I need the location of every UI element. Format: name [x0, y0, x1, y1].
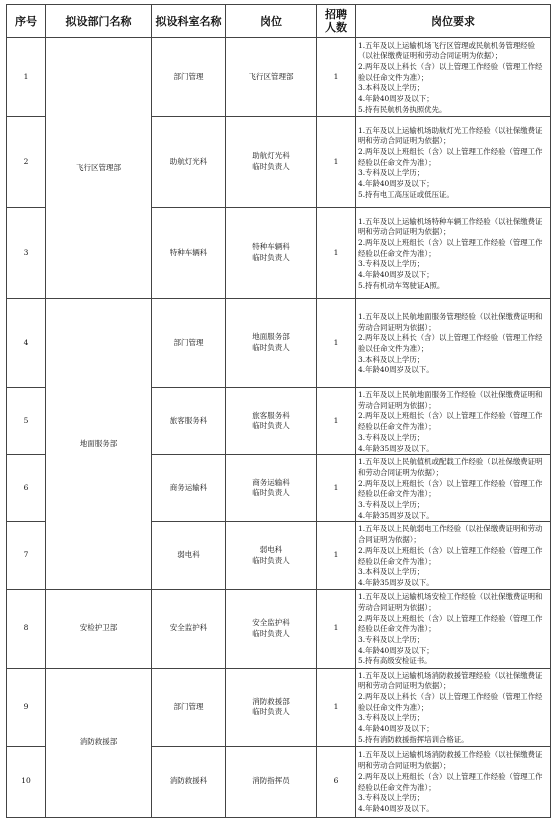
headcount: 1: [317, 522, 356, 589]
requirement-line: 2.两年及以上班组长（含）以上管理工作经验（管理工作经验以任命文件为准）；: [358, 613, 543, 634]
requirement-line: 3.专科及以上学历；: [358, 635, 425, 644]
headcount: 1: [317, 299, 356, 388]
position-name: 安全监护科 临时负责人: [226, 589, 317, 668]
headcount: 1: [317, 388, 356, 455]
row-number: 8: [7, 589, 46, 668]
requirement-line: 1.五年及以上运输机场安检工作经验（以社保缴费证明和劳动合同证明为依据）；: [358, 592, 543, 612]
requirement-line: 2.两年及以上班组长（含）以上管理工作经验（管理工作经验以任命文件为准）；: [358, 771, 543, 792]
requirement-line: 3.本科及以上学历；: [358, 83, 425, 93]
requirements-cell: [356, 388, 551, 455]
requirement-line: 2.两年及以上科长（含）以上管理工作经验（管理工作经验以任命文件为准）；: [358, 61, 543, 82]
requirement-line: 2.两年及以上科长（含）以上管理工作经验（管理工作经验以任命文件为准）；: [358, 692, 543, 712]
row-number: 1: [7, 38, 46, 117]
header-row: [7, 5, 551, 38]
table-row: [7, 299, 551, 388]
headcount: 1: [317, 117, 356, 208]
row-number: 9: [7, 668, 46, 746]
requirement-line: 5.持有机动车驾驶证A照。: [358, 280, 445, 290]
requirements-cell: [356, 117, 551, 208]
requirement-line: 2.两年及以上班组长（含）以上管理工作经验（管理工作经验以任命文件为准）；: [358, 545, 543, 566]
row-number: 3: [7, 208, 46, 299]
section-name: 商务运输科: [152, 455, 226, 522]
headcount: 1: [317, 668, 356, 746]
position-name: 旅客服务科 临时负责人: [226, 388, 317, 455]
headcount: 1: [317, 589, 356, 668]
requirement-line: 1.五年及以上民航地面服务管理经验（以社保缴费证明和劳动合同证明为依据）；: [358, 311, 543, 332]
section-name: 部门管理: [152, 38, 226, 117]
header-section: 拟设科室名称: [152, 5, 226, 38]
requirement-line: 5.持有电工高压证或低压证。: [358, 189, 454, 199]
requirement-line: 3.专科及以上学历；: [358, 500, 425, 510]
section-name: 消防救援科: [152, 746, 226, 817]
requirement-line: 4.年龄35周岁及以下。: [358, 443, 434, 453]
requirement-line: 1.五年及以上民航值机或配载工作经验（以社保缴费证明和劳动合同证明为依据）；: [358, 457, 543, 477]
requirement-line: 1.五年及以上运输机场消防救援管理经验（以社保缴费证明和劳动合同证明为依据）；: [358, 670, 543, 691]
requirements-cell: [356, 589, 551, 668]
position-name: 特种车辆科 临时负责人: [226, 208, 317, 299]
requirement-line: 4.年龄40周岁及以下；: [358, 270, 434, 280]
section-name: 特种车辆科: [152, 208, 226, 299]
requirement-line: 4.年龄40周岁及以下。: [358, 803, 434, 813]
section-name: 部门管理: [152, 668, 226, 746]
requirement-line: 2.两年及以上班组长（含）以上管理工作经验（管理工作经验以任命文件为准）；: [358, 237, 543, 258]
header-requirements: 岗位要求: [356, 5, 551, 38]
requirements-cell: [356, 38, 551, 117]
requirement-line: 1.五年及以上运输机场消防救援工作经验（以社保缴费证明和劳动合同证明为依据）；: [358, 750, 543, 771]
requirement-line: 4.年龄40周岁及以下；: [358, 179, 434, 189]
table-row: [7, 38, 551, 117]
table-row: [7, 589, 551, 668]
headcount: 1: [317, 208, 356, 299]
position-name: 助航灯光科 临时负责人: [226, 117, 317, 208]
header-count: 招聘 人数: [317, 5, 356, 38]
requirements-cell: [356, 522, 551, 589]
requirement-line: 1.五年及以上运输机场助航灯光工作经验（以社保缴费证明和劳动合同证明为依据）；: [358, 125, 543, 146]
row-number: 6: [7, 455, 46, 522]
position-name: 商务运输科 临时负责人: [226, 455, 317, 522]
requirement-line: 3.专科及以上学历；: [358, 259, 425, 269]
requirement-line: 4.年龄35周岁及以下。: [358, 510, 434, 520]
requirements-cell: [356, 455, 551, 522]
section-name: 弱电科: [152, 522, 226, 589]
table-row: [7, 668, 551, 746]
requirement-line: 3.本科及以上学历；: [358, 567, 425, 577]
requirement-line: 4.年龄40周岁及以下；: [358, 645, 434, 655]
requirement-line: 3.专科及以上学历；: [358, 168, 425, 178]
headcount: 6: [317, 746, 356, 817]
headcount: 1: [317, 455, 356, 522]
row-number: 10: [7, 746, 46, 817]
header-position: 岗位: [226, 5, 317, 38]
section-name: 助航灯光科: [152, 117, 226, 208]
requirements-cell: [356, 668, 551, 746]
requirement-line: 2.两年及以上班组长（含）以上管理工作经验（管理工作经验以任命文件为准）；: [358, 146, 543, 167]
requirement-line: 3.专科及以上学历；: [358, 432, 425, 442]
requirement-line: 3.专科及以上学历；: [358, 713, 425, 723]
requirement-line: 4.年龄40周岁及以下；: [358, 724, 434, 734]
requirement-line: 5.持有民航机务执照优先。: [358, 104, 447, 114]
recruitment-table: [6, 4, 551, 818]
requirement-line: 1.五年及以上运输机场特种车辆工作经验（以社保缴费证明和劳动合同证明为依据）；: [358, 216, 543, 237]
requirement-line: 4.年龄40周岁及以下。: [358, 365, 434, 375]
requirement-line: 5.持有高级安检证书。: [358, 656, 432, 666]
department-name: 消防救援部: [46, 668, 152, 817]
row-number: 5: [7, 388, 46, 455]
position-name: 消防救援部 临时负责人: [226, 668, 317, 746]
requirement-line: 2.两年及以上班组长（含）以上管理工作经验（管理工作经验以任命文件为准）；: [358, 411, 543, 432]
position-name: 消防指挥员: [226, 746, 317, 817]
requirement-line: 5.持有消防救援指挥培训合格证。: [358, 734, 469, 744]
requirement-line: 2.两年及以上班组长（含）以上管理工作经验（管理工作经验以任命文件为准）；: [358, 478, 543, 499]
department-name: 安检护卫部: [46, 589, 152, 668]
department-name: 飞行区管理部: [46, 38, 152, 299]
header-department: 拟设部门名称: [46, 5, 152, 38]
header-no: 序号: [7, 5, 46, 38]
headcount: 1: [317, 38, 356, 117]
requirement-line: 2.两年及以上科长（含）以上管理工作经验（管理工作经验以任命文件为准）；: [358, 333, 543, 353]
row-number: 4: [7, 299, 46, 388]
section-name: 旅客服务科: [152, 388, 226, 455]
requirement-line: 1.五年及以上民航弱电工作经验（以社保缴费证明和劳动合同证明为依据）；: [358, 524, 543, 545]
requirement-line: 4.年龄40周岁及以下；: [358, 94, 434, 104]
department-name: 地面服务部: [46, 299, 152, 590]
requirement-line: 3.本科及以上学历；: [358, 354, 425, 364]
position-name: 地面服务部 临时负责人: [226, 299, 317, 388]
requirement-line: 1.五年及以上运输机场飞行区管理或民航机务管理经验（以社保缴费证明和劳动合同证明为依据）；: [358, 40, 536, 61]
section-name: 部门管理: [152, 299, 226, 388]
row-number: 7: [7, 522, 46, 589]
row-number: 2: [7, 117, 46, 208]
requirements-cell: [356, 208, 551, 299]
position-name: 弱电科 临时负责人: [226, 522, 317, 589]
section-name: 安全监护科: [152, 589, 226, 668]
requirement-line: 4.年龄35周岁及以下。: [358, 577, 434, 587]
requirement-line: 3.专科及以上学历；: [358, 793, 425, 803]
requirements-cell: [356, 746, 551, 817]
position-name: 飞行区管理部: [226, 38, 317, 117]
requirements-cell: [356, 299, 551, 388]
requirement-line: 1.五年及以上民航地面服务工作经验（以社保缴费证明和劳动合同证明为依据）；: [358, 390, 543, 410]
